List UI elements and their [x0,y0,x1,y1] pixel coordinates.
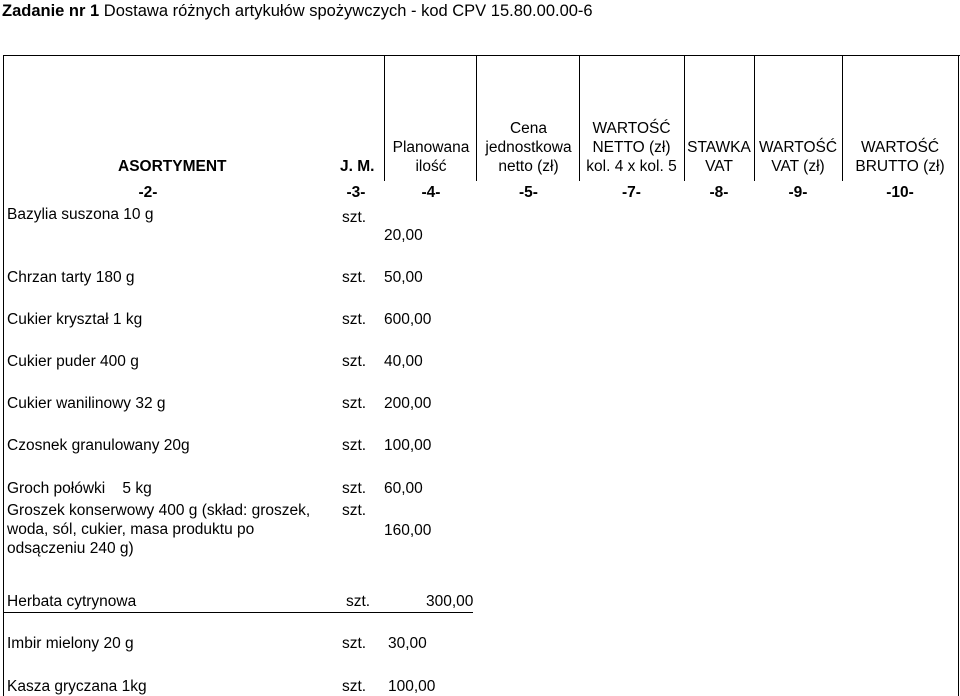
header-unit-price-line2: jednostkowa [485,139,572,156]
header-vat-rate [684,138,754,176]
header-planned-qty-line2: ilość [415,158,447,175]
row-10-name: Imbir mielony 20 g [7,635,134,652]
row-1-name: Bazylia suszona 10 g [7,206,154,223]
header-unit-price-line3: netto (zł) [498,158,559,175]
row-6-name: Czosnek granulowany 20g [7,437,190,454]
row-8-name: Groszek konserwowy 400 g (skład: groszek, woda, sól, cukier, masa produktu po odsączeniu 240 g) [7,502,311,557]
row-4-unit: szt. [342,353,367,370]
row-5-name: Cukier wanilinowy 32 g [7,395,166,412]
colnum-7: -7- [622,184,641,201]
header-net-value [579,119,684,176]
table-top-border [3,55,960,56]
header-vat-rate-line1: STAWKA [687,139,751,156]
row-8-unit: szt. [342,502,367,519]
row-5-qty: 200,00 [384,395,432,412]
row-3-qty: 600,00 [384,311,432,328]
header-asortyment: ASORTYMENT [118,158,227,175]
row-3-unit: szt. [342,311,367,328]
colnum-5: -5- [519,184,538,201]
colnum-4: -4- [421,184,441,201]
header-gross-value-line1: WARTOŚĆ [860,139,940,156]
header-jm: J. M. [340,158,375,175]
col-border-4 [476,55,477,181]
header-gross-value [842,138,958,176]
row-9-unit: szt. [346,593,371,610]
header-unit-price [478,119,579,176]
row-6-qty: 100,00 [384,437,432,454]
row-2-name: Chrzan tarty 180 g [7,269,135,286]
colnum-9: -9- [788,184,808,201]
colnum-3: -3- [346,184,366,201]
col-border-left [3,55,4,696]
header-net-value-line1: WARTOŚĆ [592,120,671,137]
colnum-2: -2- [138,184,158,201]
row-11-unit: szt. [342,678,367,695]
row-1-unit: szt. [342,209,367,226]
header-vat-rate-line2: VAT [705,158,733,175]
row-9-name: Herbata cytrynowa [7,593,137,610]
col-border-3 [384,55,385,181]
header-unit-price-line1: Cena [509,120,548,137]
task-description: Dostawa różnych artykułów spożywczych - kod CPV 15.80.00.00-6 [103,2,593,20]
header-planned-qty-line1: Planowana [392,139,470,156]
row-11-name: Kasza gryczana 1kg [7,678,147,695]
row-10-unit: szt. [342,635,367,652]
row-8-qty: 160,00 [384,522,432,539]
task-label: Zadanie nr 1 [2,2,100,20]
row-7-unit: szt. [342,480,367,497]
header-planned-qty [386,138,476,176]
row-4-name: Cukier puder 400 g [7,353,139,370]
header-vat-value-line2: VAT (zł) [771,158,825,175]
row-9-qty: 300,00 [426,593,474,610]
row-11-qty: 100,00 [388,678,436,695]
header-gross-value-line2: BRUTTO (zł) [855,158,945,175]
row-7-qty: 60,00 [384,480,423,497]
header-net-value-line2: NETTO (zł) [592,139,671,156]
colnum-8: -8- [709,184,729,201]
row-3-name: Cukier kryształ 1 kg [7,311,143,328]
row-7-name: Groch połówki 5 kg [7,480,152,497]
header-vat-value [754,138,842,176]
col-border-right [958,55,959,696]
row-6-unit: szt. [342,437,367,454]
row-2-unit: szt. [342,269,367,286]
header-net-value-line3: kol. 4 x kol. 5 [586,158,677,175]
colnum-10: -10- [886,184,914,201]
row-2-qty: 50,00 [384,269,423,286]
row-4-qty: 40,00 [384,353,423,370]
row-1-qty: 20,00 [384,227,423,244]
row-9-underline [3,612,473,613]
header-vat-value-line1: WARTOŚĆ [758,139,838,156]
row-5-unit: szt. [342,395,367,412]
row-10-qty: 30,00 [388,635,427,652]
